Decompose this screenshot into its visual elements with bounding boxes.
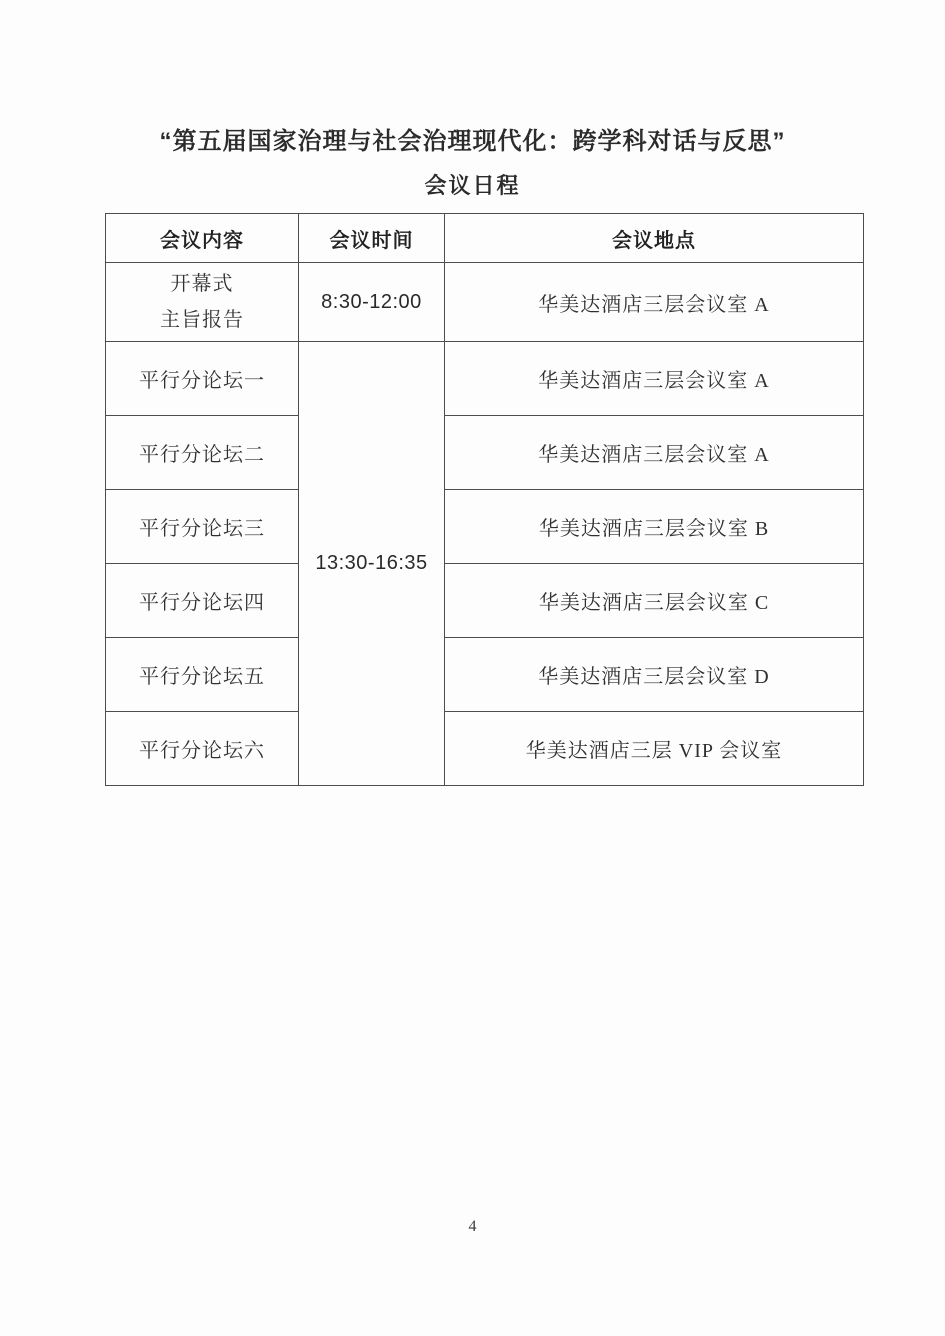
page-number: 4: [468, 1218, 477, 1235]
location-cell: 华美达酒店三层 VIP 会议室: [445, 712, 864, 786]
time-cell-morning: 8:30-12:00: [299, 263, 445, 342]
content-cell-forum-3: 平行分论坛三: [106, 490, 299, 564]
content-line-keynote-report: 主旨报告: [160, 309, 244, 331]
location-cell: 华美达酒店三层会议室 D: [445, 638, 864, 712]
page-subtitle: 会议日程: [424, 173, 521, 198]
table-row: [106, 263, 864, 342]
schedule-table: [105, 213, 864, 786]
content-cell-forum-1: 平行分论坛一: [106, 342, 299, 416]
content-cell-forum-2: 平行分论坛二: [106, 416, 299, 490]
header-meeting-location: 会议地点: [445, 214, 864, 263]
table-header-row: [106, 214, 864, 263]
content-cell-forum-6: 平行分论坛六: [106, 712, 299, 786]
table-row: [106, 342, 864, 416]
merged-time-cell-afternoon: 13:30-16:35: [299, 342, 445, 786]
content-cell-forum-4: 平行分论坛四: [106, 564, 299, 638]
content-cell-opening: [106, 263, 299, 342]
table-row: [106, 564, 864, 638]
table-row: [106, 712, 864, 786]
content-line-opening-ceremony: 开幕式: [170, 273, 234, 295]
table-row: [106, 416, 864, 490]
location-cell: 华美达酒店三层会议室 A: [445, 416, 864, 490]
header-meeting-content: 会议内容: [106, 214, 299, 263]
page-title: “第五届国家治理与社会治理现代化：跨学科对话与反思”: [159, 128, 786, 155]
location-cell: 华美达酒店三层会议室 C: [445, 564, 864, 638]
header-meeting-time: 会议时间: [299, 214, 445, 263]
location-cell: 华美达酒店三层会议室 B: [445, 490, 864, 564]
table-row: [106, 638, 864, 712]
location-cell: 华美达酒店三层会议室 A: [445, 342, 864, 416]
table-row: [106, 490, 864, 564]
location-cell: 华美达酒店三层会议室 A: [445, 263, 864, 342]
content-cell-forum-5: 平行分论坛五: [106, 638, 299, 712]
